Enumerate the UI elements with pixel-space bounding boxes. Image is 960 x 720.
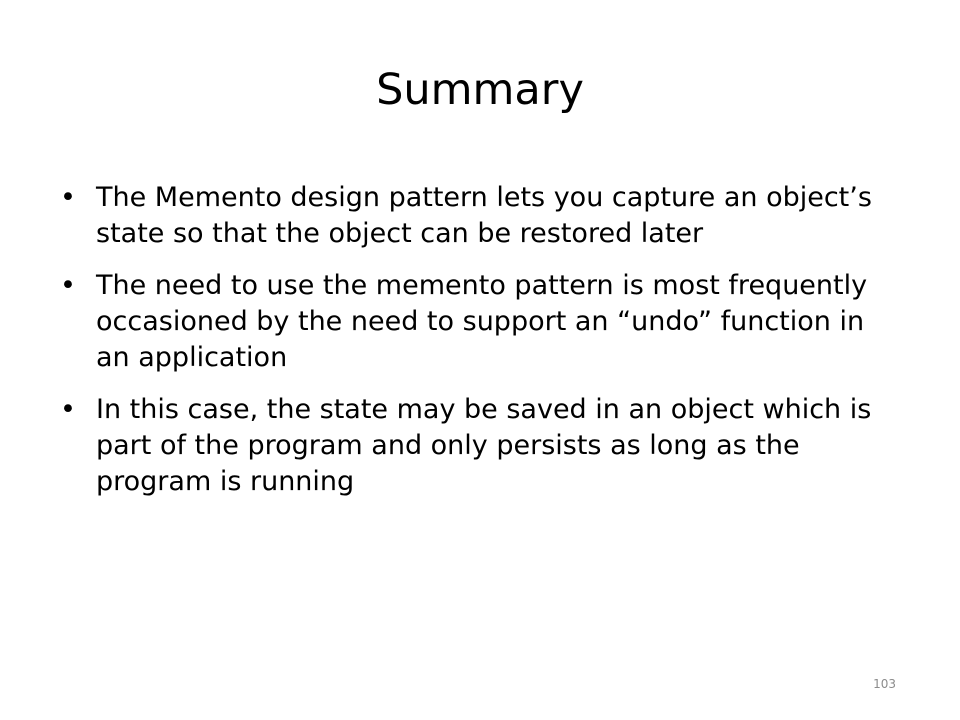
bullet-text: The Memento design pattern lets you capture an object’s state so that the object can be restored later <box>96 182 872 249</box>
bullet-list <box>60 180 880 516</box>
bullet-text: In this case, the state may be saved in an object which is part of the program and only persists as long as the program is running <box>96 394 872 497</box>
bullet-item <box>60 392 880 500</box>
bullet-item <box>60 268 880 376</box>
bullet-item <box>60 180 880 252</box>
bullet-dot-icon: • <box>60 270 76 301</box>
bullet-dot-icon: • <box>60 182 76 213</box>
slide-title: Summary <box>376 65 584 115</box>
page-number: 103 <box>873 677 896 691</box>
bullet-dot-icon: • <box>60 394 76 425</box>
bullet-text: The need to use the memento pattern is most frequently occasioned by the need to support an “undo” function in an application <box>96 270 868 373</box>
